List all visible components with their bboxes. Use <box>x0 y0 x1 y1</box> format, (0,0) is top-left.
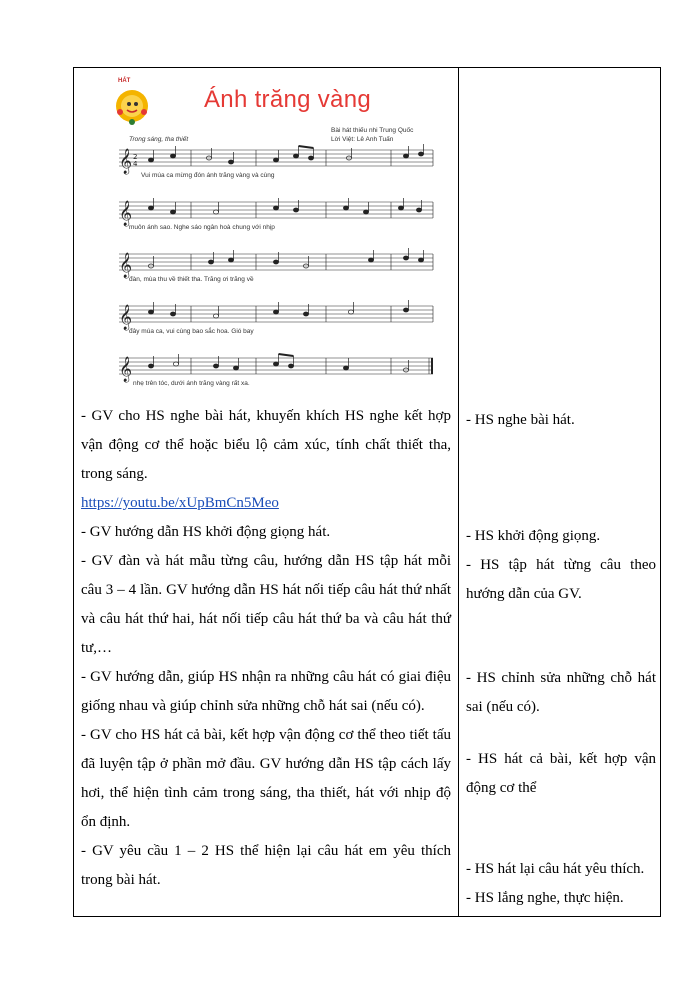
staves <box>81 72 441 402</box>
svg-text:4: 4 <box>133 160 138 168</box>
student-step-correct: - HS chỉnh sửa những chỗ hát sai (nếu có). <box>466 670 656 715</box>
svg-text:𝄞: 𝄞 <box>119 357 133 382</box>
column-divider <box>458 68 459 916</box>
teacher-step-full-song: - GV cho HS hát cả bài, kết hợp vận động cơ thể theo tiết tấu đã luyện tập ở phần mở đầu. GV hướng dẫn HS tập cách lấy hơi, thể hiện tình cảm trong sáng, tha thiết, hát với nhịp độ ổn định. <box>81 727 451 830</box>
student-step-full-song: - HS hát cả bài, kết hợp vận động cơ thể <box>466 751 656 796</box>
song-title: Ánh trăng vàng <box>204 86 371 113</box>
song-origin: Bài hát thiếu nhi Trung Quốc <box>331 127 414 134</box>
lyric-line-2: muôn ánh sao. Nghe sáo ngân hoà chung với nhịp <box>129 224 275 231</box>
svg-text:2: 2 <box>133 153 138 161</box>
student-step-practice: - HS tập hát từng câu theo hướng dẫn của GV. <box>466 557 656 602</box>
lyric-line-5: nhẹ trên tóc, dưới ánh trăng vàng rất xa. <box>133 380 250 387</box>
tempo-marking: Trong sáng, tha thiết <box>129 136 189 143</box>
student-step-favorite: - HS hát lại câu hát yêu thích. <box>466 861 645 877</box>
logo-label: HÁT <box>118 78 131 84</box>
teacher-step-practice: - GV đàn và hát mẫu từng câu, hướng dẫn HS tập hát mỗi câu 3 – 4 lần. GV hướng dẫn HS hát nối tiếp câu hát thứ nhất và câu hát thứ hai, hát nối tiếp câu hát thứ ba và câu hát thứ tư,… <box>81 553 451 656</box>
song-video-link[interactable]: https://youtu.be/xUpBmCn5Meo <box>81 495 279 511</box>
teacher-step-favorite: - GV yêu cầu 1 – 2 HS thể hiện lại câu hát em yêu thích trong bài hát. <box>81 843 451 888</box>
student-step-warmup: - HS khởi động giọng. <box>466 528 601 544</box>
lyric-line-1: Vui múa ca mừng đón ánh trăng vàng và cùng <box>141 172 275 179</box>
lyric-line-3: đàn, mùa thu về thiết tha. Trăng ơi trăng về <box>129 276 254 283</box>
teacher-step-correct: - GV hướng dẫn, giúp HS nhận ra những câu hát có giai điệu giống nhau và giúp chỉnh sửa những chỗ hát sai (nếu có). <box>81 669 451 714</box>
teacher-column <box>81 68 451 895</box>
teacher-activities <box>81 402 451 895</box>
teacher-step-warmup: - GV hướng dẫn HS khởi động giọng hát. <box>81 524 331 540</box>
student-step-perform: - HS lắng nghe, thực hiện. <box>466 890 624 906</box>
svg-text:𝄞: 𝄞 <box>119 305 133 330</box>
svg-text:𝄞: 𝄞 <box>119 149 133 174</box>
lyricist: Lời Việt: Lê Anh Tuấn <box>331 136 394 143</box>
sheet-music <box>81 72 441 402</box>
svg-text:𝄞: 𝄞 <box>119 201 133 226</box>
teacher-step-listen: - GV cho HS nghe bài hát, khuyến khích HS nghe kết hợp vận động cơ thể hoặc biểu lộ cảm xúc, tính chất thiết tha, trong sáng. <box>81 408 451 482</box>
lyric-line-4: đây múa ca, vui cùng bao sắc hoa. Gió bay <box>129 328 254 335</box>
lesson-table <box>73 67 661 917</box>
svg-text:𝄞: 𝄞 <box>119 253 133 278</box>
student-step-listen: - HS nghe bài hát. <box>466 412 575 428</box>
